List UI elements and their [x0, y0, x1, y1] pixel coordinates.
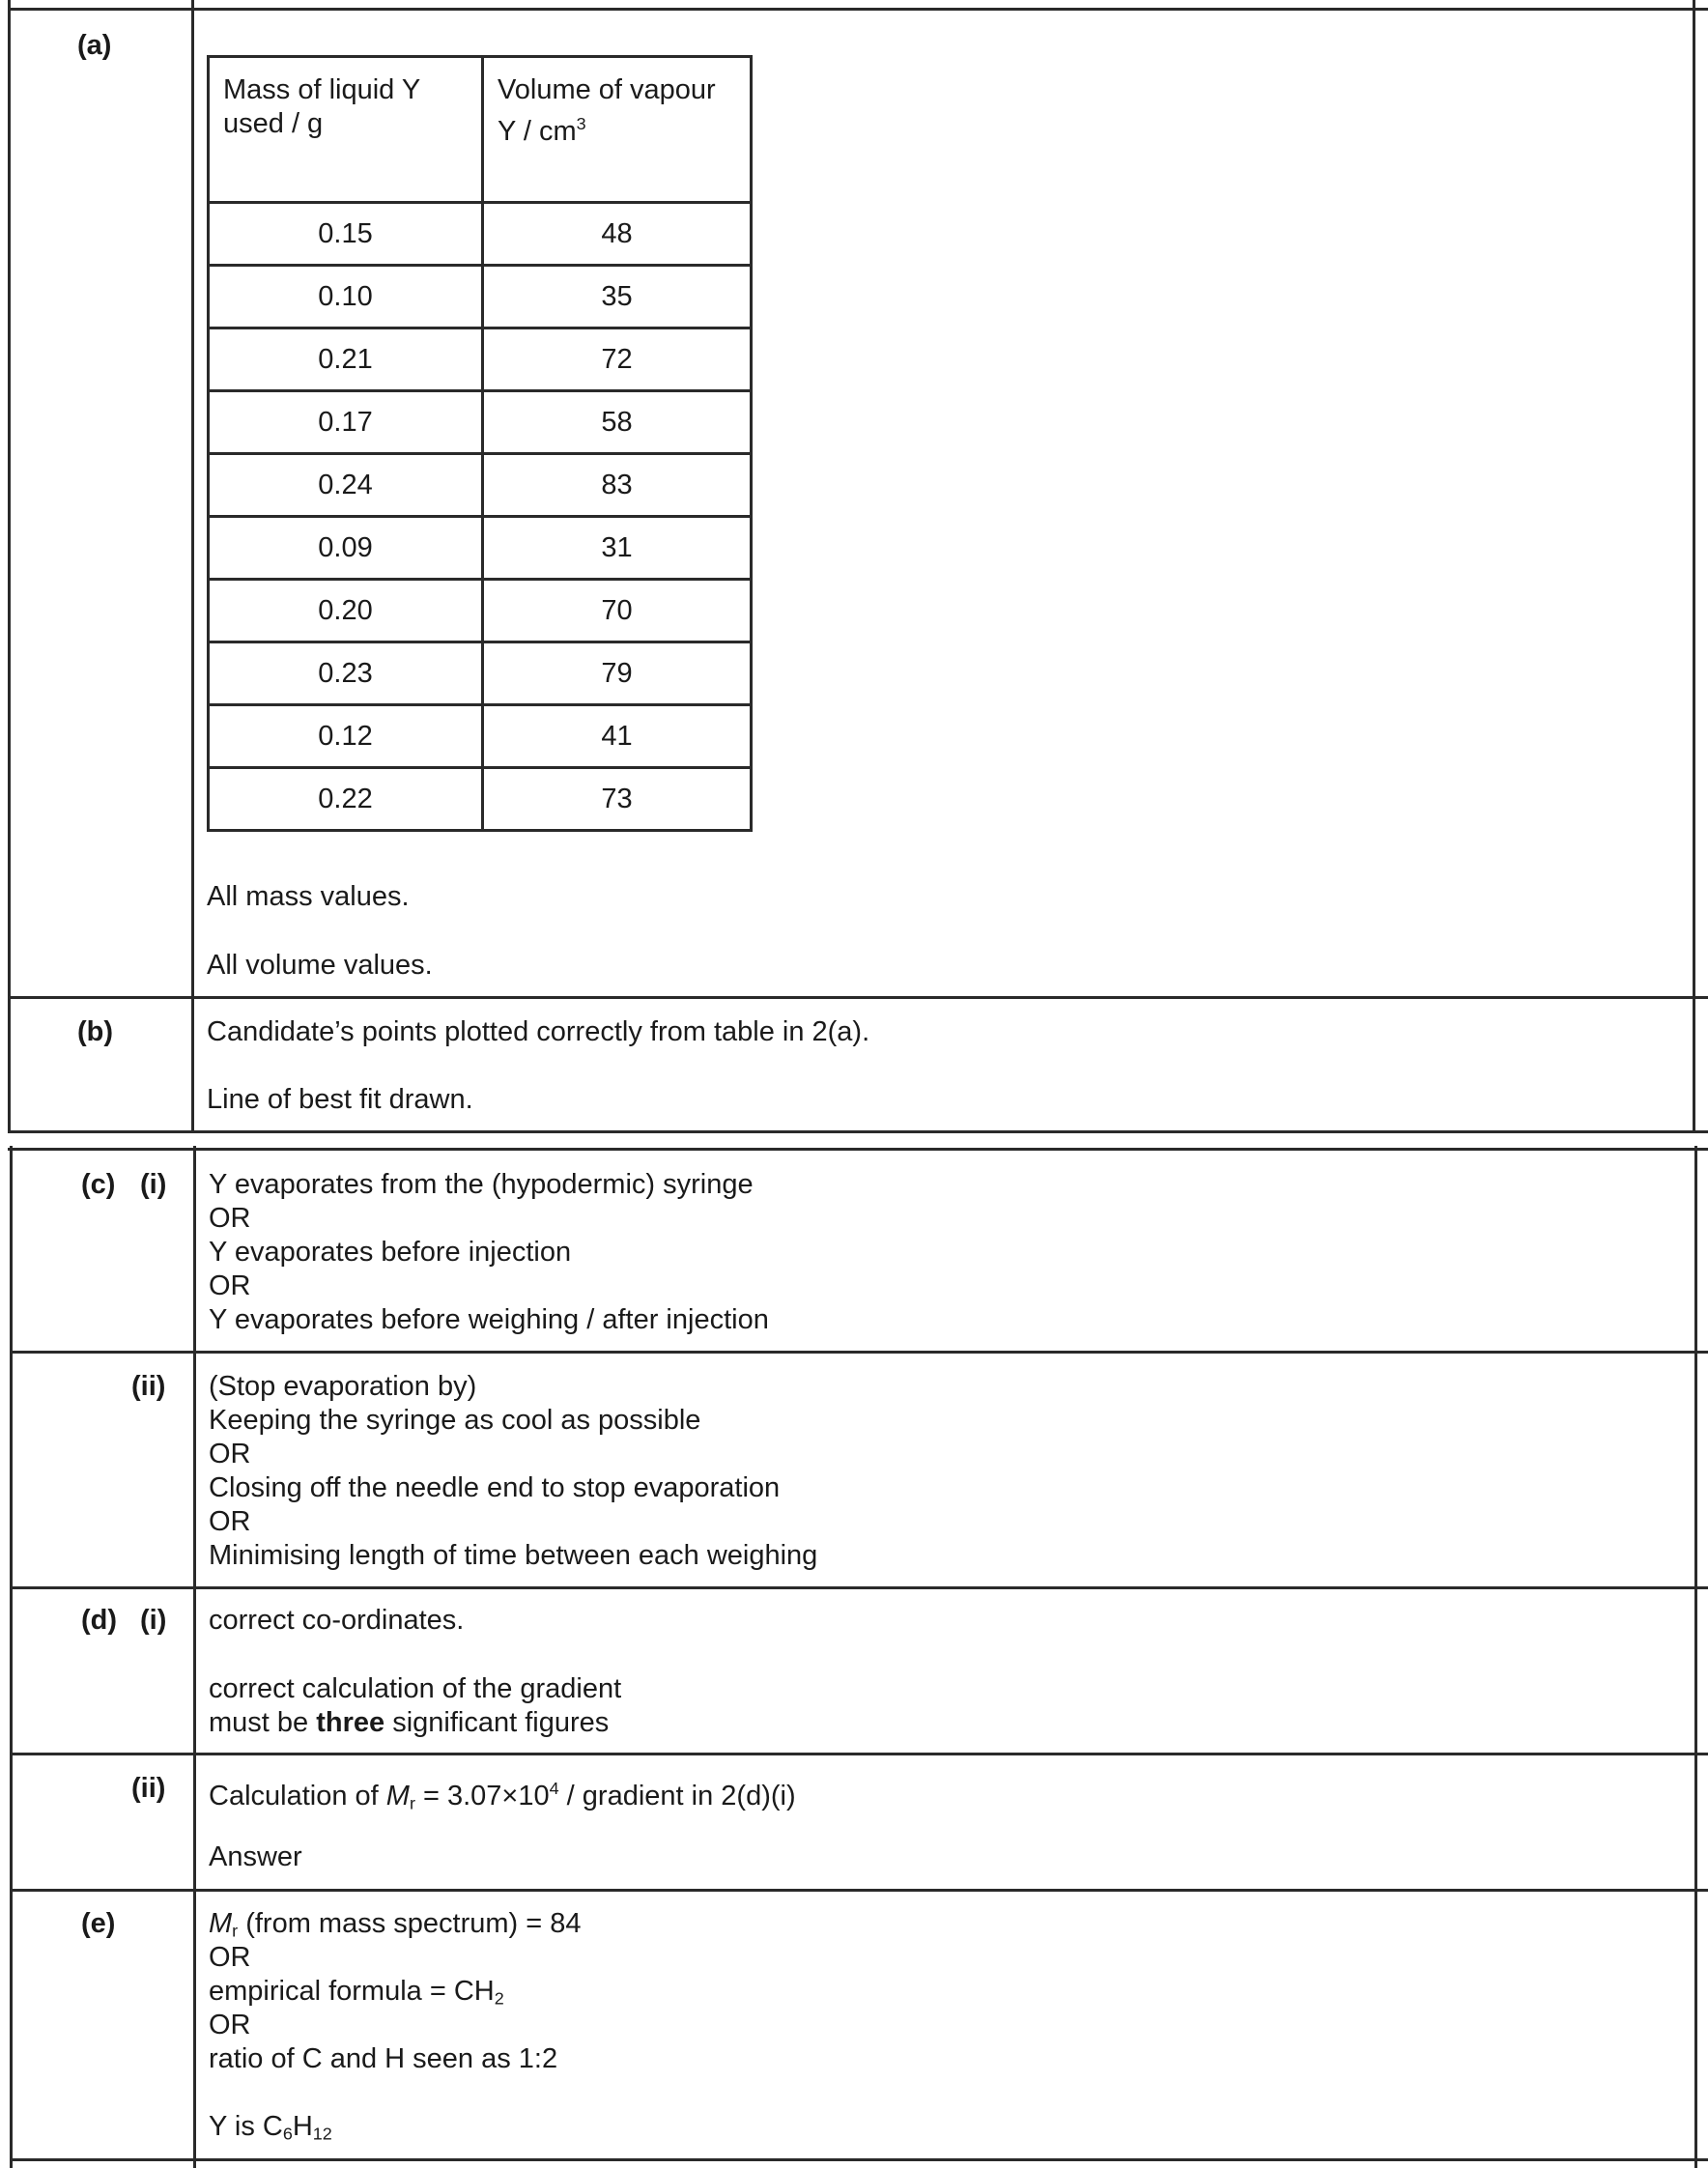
volume-cell: 58	[483, 391, 752, 454]
volume-cell: 31	[483, 517, 752, 580]
table-row	[209, 705, 752, 768]
column-divider-upper	[191, 0, 194, 1132]
volume-cell: 83	[483, 454, 752, 517]
column-divider-lower	[193, 1146, 196, 2168]
table-header-row	[209, 57, 752, 203]
mass-cell: 0.12	[209, 705, 483, 768]
table-row	[209, 580, 752, 642]
part-label-e: (e)	[81, 1908, 116, 1939]
mass-cell: 0.15	[209, 203, 483, 266]
row-divider-dii-e	[10, 1889, 1708, 1892]
mass-cell: 0.09	[209, 517, 483, 580]
table-row	[209, 266, 752, 328]
part-label-c: (c)	[81, 1169, 116, 1200]
volume-cell: 48	[483, 203, 752, 266]
table-row	[209, 517, 752, 580]
sub-label-d-ii: (ii)	[131, 1773, 166, 1804]
c-i-answer: Y evaporates from the (hypodermic) syringe OR Y evaporates before injection OR Y evaporates before weighing / after injection	[209, 1169, 769, 1335]
mass-cell: 0.23	[209, 642, 483, 705]
volume-column-header: Volume of vapour Y / $cm^3$	[483, 57, 752, 203]
sub-label-d-i: (i)	[140, 1605, 167, 1636]
table2-border-left	[10, 1146, 13, 2168]
note-mass-values: All mass values.	[207, 881, 410, 912]
mass-column-header: Mass of liquid Y used / g	[209, 57, 483, 203]
d-ii-calculation: Calculation of $M_r = 3.07\times 10^4$ / gradient in 2(d)(i)	[209, 1779, 796, 1813]
mass-cell: 0.10	[209, 266, 483, 328]
note-volume-values: All volume values.	[207, 950, 433, 981]
b-points-plotted: Candidate’s points plotted correctly from table in 2(a).	[207, 1016, 870, 1047]
table-border-left-upper	[8, 0, 11, 1132]
table-border-right-upper	[1693, 0, 1695, 1132]
table2-border-right	[1694, 1146, 1697, 2168]
table-row	[209, 203, 752, 266]
d-i-gradient-calc: correct calculation of the gradient	[209, 1673, 622, 1704]
mass-cell: 0.20	[209, 580, 483, 642]
volume-cell: 72	[483, 328, 752, 391]
d-i-coordinates: correct co-ordinates.	[209, 1605, 465, 1636]
mass-cell: 0.17	[209, 391, 483, 454]
row-divider-e-bottom	[10, 2158, 1708, 2161]
table2-border-top	[8, 1148, 1708, 1151]
row-divider-a-b	[8, 996, 1708, 999]
volume-cell: 70	[483, 580, 752, 642]
sub-label-c-ii: (ii)	[131, 1371, 166, 1402]
mass-cell: 0.21	[209, 328, 483, 391]
d-i-sig-figs: must be three significant figures	[209, 1707, 610, 1738]
volume-cell: 73	[483, 768, 752, 831]
part-label-b: (b)	[77, 1016, 114, 1047]
row-divider-ci-cii	[10, 1351, 1708, 1354]
data-table	[207, 55, 753, 832]
mass-cell: 0.24	[209, 454, 483, 517]
row-divider-b-bottom	[8, 1130, 1708, 1133]
d-ii-answer: Answer	[209, 1841, 302, 1872]
volume-cell: 35	[483, 266, 752, 328]
c-ii-answer: (Stop evaporation by) Keeping the syringe as cool as possible OR Closing off the needle end to stop evaporation OR Minimising length of time between each weighing	[209, 1371, 818, 1571]
table-row	[209, 391, 752, 454]
row-divider-di-dii	[10, 1753, 1708, 1755]
volume-cell: 41	[483, 705, 752, 768]
volume-cell: 79	[483, 642, 752, 705]
table-row	[209, 642, 752, 705]
table-border-top	[8, 8, 1708, 11]
b-best-fit-line: Line of best fit drawn.	[207, 1084, 473, 1115]
table-row	[209, 768, 752, 831]
table-row	[209, 454, 752, 517]
sub-label-c-i: (i)	[140, 1169, 167, 1200]
part-label-a: (a)	[77, 30, 112, 61]
part-label-d: (d)	[81, 1605, 118, 1636]
mass-cell: 0.22	[209, 768, 483, 831]
row-divider-cii-di	[10, 1586, 1708, 1589]
e-answer: $M_r$ (from mass spectrum) = 84 OR empirical formula = $CH_2$ OR ratio of C and H seen as 1:2 Y is $C_6H_{12}$	[209, 1908, 582, 2144]
table-row	[209, 328, 752, 391]
